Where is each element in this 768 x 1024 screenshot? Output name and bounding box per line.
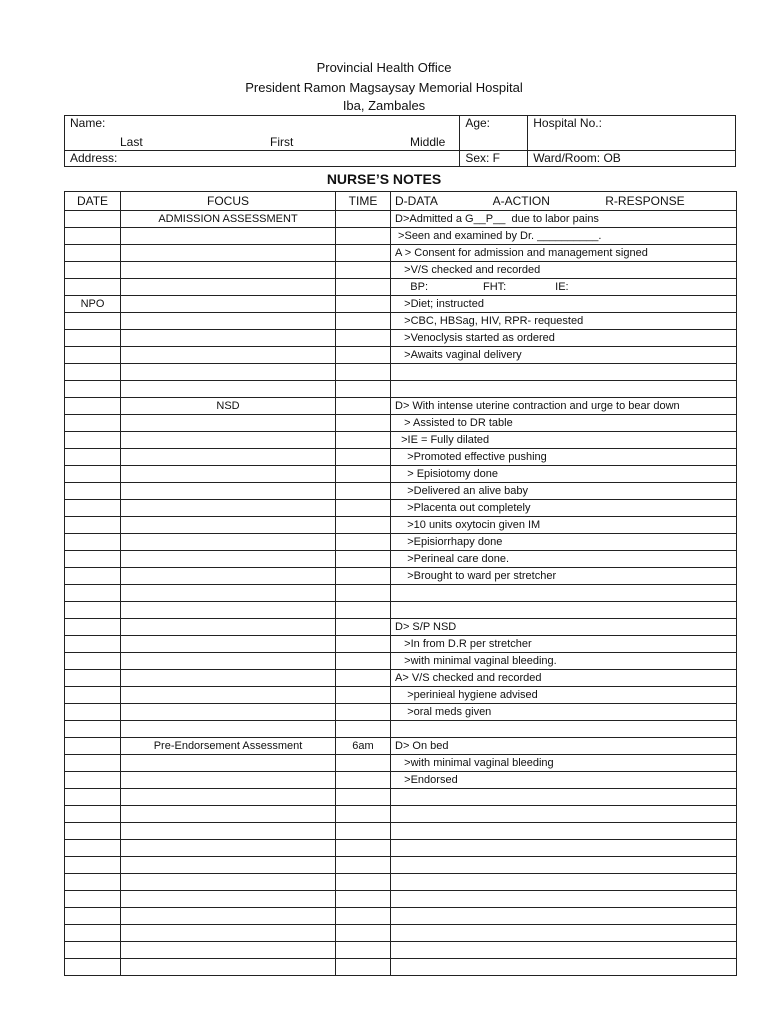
time-cell xyxy=(336,840,391,857)
note-cell: >Endorsed xyxy=(391,772,737,789)
note-cell: > Episiotomy done xyxy=(391,466,737,483)
aaction-header: A-ACTION xyxy=(492,194,550,208)
time-cell xyxy=(336,517,391,534)
table-row xyxy=(65,313,737,330)
note-cell: >10 units oxytocin given IM xyxy=(391,517,737,534)
date-cell xyxy=(65,959,121,976)
ddata-header: D-DATA xyxy=(395,194,438,208)
time-cell xyxy=(336,347,391,364)
date-cell xyxy=(65,415,121,432)
date-cell xyxy=(65,517,121,534)
table-row xyxy=(65,330,737,347)
note-cell: > Assisted to DR table xyxy=(391,415,737,432)
focus-cell xyxy=(121,517,336,534)
table-row xyxy=(65,568,737,585)
age-cell xyxy=(460,116,528,151)
focus-cell xyxy=(121,279,336,296)
date-cell xyxy=(65,585,121,602)
time-cell xyxy=(336,313,391,330)
date-cell xyxy=(65,381,121,398)
focus-cell xyxy=(121,772,336,789)
table-row xyxy=(65,636,737,653)
date-cell xyxy=(65,789,121,806)
office-name: Provincial Health Office xyxy=(316,60,452,75)
ward-label: Ward/Room: OB xyxy=(533,151,621,165)
note-cell: D>Admitted a G__P__ due to labor pains xyxy=(391,211,737,228)
time-cell xyxy=(336,500,391,517)
date-cell xyxy=(65,228,121,245)
focus-cell xyxy=(121,704,336,721)
focus-cell xyxy=(121,891,336,908)
rresponse-header: R-RESPONSE xyxy=(605,194,685,208)
focus-cell xyxy=(121,415,336,432)
date-cell xyxy=(65,925,121,942)
note-cell xyxy=(391,721,737,738)
note-cell xyxy=(391,585,737,602)
focus-cell xyxy=(121,653,336,670)
note-cell: >Venoclysis started as ordered xyxy=(391,330,737,347)
time-cell xyxy=(336,908,391,925)
table-row xyxy=(65,619,737,636)
date-cell xyxy=(65,687,121,704)
middle-label: Middle xyxy=(410,135,446,149)
focus-cell xyxy=(121,602,336,619)
date-cell: NPO xyxy=(65,296,121,313)
date-cell xyxy=(65,330,121,347)
address-label: Address: xyxy=(70,151,118,165)
focus-cell xyxy=(121,483,336,500)
note-cell: >IE = Fully dilated xyxy=(391,432,737,449)
date-cell xyxy=(65,704,121,721)
note-cell xyxy=(391,908,737,925)
ward-cell xyxy=(528,151,736,167)
note-cell xyxy=(391,959,737,976)
table-row xyxy=(65,806,737,823)
table-row xyxy=(65,891,737,908)
time-cell xyxy=(336,755,391,772)
address-cell xyxy=(65,151,460,167)
table-row xyxy=(65,670,737,687)
table-row xyxy=(65,296,737,313)
patient-info-table xyxy=(64,115,736,167)
focus-cell xyxy=(121,840,336,857)
date-cell xyxy=(65,347,121,364)
date-cell xyxy=(65,755,121,772)
note-cell: >Delivered an alive baby xyxy=(391,483,737,500)
note-cell: >Episiorrhapy done xyxy=(391,534,737,551)
time-cell xyxy=(336,449,391,466)
dar-header xyxy=(391,192,737,211)
focus-cell xyxy=(121,823,336,840)
time-cell xyxy=(336,670,391,687)
table-row xyxy=(65,347,737,364)
table-row xyxy=(65,840,737,857)
focus-cell xyxy=(121,959,336,976)
time-cell xyxy=(336,211,391,228)
focus-cell xyxy=(121,449,336,466)
date-cell xyxy=(65,653,121,670)
first-label: First xyxy=(270,135,294,149)
time-cell xyxy=(336,330,391,347)
date-cell xyxy=(65,568,121,585)
focus-cell xyxy=(121,330,336,347)
time-cell xyxy=(336,398,391,415)
date-cell xyxy=(65,449,121,466)
note-cell: >Diet; instructed xyxy=(391,296,737,313)
hospital-no-label: Hospital No.: xyxy=(533,116,602,130)
time-cell xyxy=(336,415,391,432)
date-cell xyxy=(65,500,121,517)
focus-cell xyxy=(121,534,336,551)
focus-cell xyxy=(121,262,336,279)
focus-cell xyxy=(121,585,336,602)
focus-cell xyxy=(121,245,336,262)
table-row xyxy=(65,211,737,228)
table-row xyxy=(65,449,737,466)
time-cell xyxy=(336,687,391,704)
focus-cell xyxy=(121,670,336,687)
date-header: DATE xyxy=(65,192,121,211)
focus-cell xyxy=(121,636,336,653)
date-cell xyxy=(65,738,121,755)
date-cell xyxy=(65,619,121,636)
note-cell xyxy=(391,364,737,381)
note-cell: D> On bed xyxy=(391,738,737,755)
date-cell xyxy=(65,908,121,925)
time-cell xyxy=(336,925,391,942)
time-cell xyxy=(336,636,391,653)
notes-header-row xyxy=(65,192,737,211)
table-row xyxy=(65,602,737,619)
time-cell xyxy=(336,619,391,636)
time-cell xyxy=(336,857,391,874)
time-cell xyxy=(336,381,391,398)
note-cell xyxy=(391,874,737,891)
time-cell xyxy=(336,959,391,976)
note-cell: A> V/S checked and recorded xyxy=(391,670,737,687)
date-cell xyxy=(65,211,121,228)
note-cell xyxy=(391,806,737,823)
table-row xyxy=(65,772,737,789)
focus-cell xyxy=(121,381,336,398)
note-cell: >CBC, HBSag, HIV, RPR- requested xyxy=(391,313,737,330)
focus-cell xyxy=(121,942,336,959)
focus-cell xyxy=(121,347,336,364)
date-cell xyxy=(65,891,121,908)
table-row xyxy=(65,721,737,738)
date-cell xyxy=(65,551,121,568)
time-header: TIME xyxy=(336,192,391,211)
note-cell: >Awaits vaginal delivery xyxy=(391,347,737,364)
time-cell xyxy=(336,772,391,789)
name-label: Name: xyxy=(70,116,106,130)
nurses-notes-table xyxy=(64,191,737,976)
note-cell: >Perineal care done. xyxy=(391,551,737,568)
date-cell xyxy=(65,279,121,296)
time-cell xyxy=(336,585,391,602)
note-cell: BP: FHT: IE: xyxy=(391,279,737,296)
note-cell: D> With intense uterine contraction and urge to bear down xyxy=(391,398,737,415)
note-cell: >Seen and examined by Dr. __________. xyxy=(391,228,737,245)
focus-cell xyxy=(121,296,336,313)
name-cell xyxy=(65,116,460,151)
time-cell xyxy=(336,228,391,245)
time-cell xyxy=(336,551,391,568)
table-row xyxy=(65,687,737,704)
table-row xyxy=(65,262,737,279)
time-cell xyxy=(336,653,391,670)
note-cell: >Brought to ward per stretcher xyxy=(391,568,737,585)
time-cell xyxy=(336,432,391,449)
focus-cell: Pre-Endorsement Assessment xyxy=(121,738,336,755)
focus-cell xyxy=(121,687,336,704)
table-row xyxy=(65,755,737,772)
focus-cell xyxy=(121,857,336,874)
date-cell xyxy=(65,636,121,653)
table-row xyxy=(65,517,737,534)
date-cell xyxy=(65,772,121,789)
date-cell xyxy=(65,364,121,381)
date-cell xyxy=(65,534,121,551)
table-row xyxy=(65,823,737,840)
time-cell xyxy=(336,704,391,721)
date-cell xyxy=(65,942,121,959)
table-row xyxy=(65,942,737,959)
table-row xyxy=(65,245,737,262)
date-cell xyxy=(65,806,121,823)
note-cell xyxy=(391,823,737,840)
table-row xyxy=(65,551,737,568)
note-cell: D> S/P NSD xyxy=(391,619,737,636)
focus-cell xyxy=(121,364,336,381)
note-cell xyxy=(391,789,737,806)
note-cell xyxy=(391,857,737,874)
time-cell xyxy=(336,891,391,908)
time-cell xyxy=(336,806,391,823)
focus-cell xyxy=(121,874,336,891)
note-cell: >Promoted effective pushing xyxy=(391,449,737,466)
note-cell: A > Consent for admission and management signed xyxy=(391,245,737,262)
focus-cell xyxy=(121,789,336,806)
hospital-no-cell xyxy=(528,116,736,151)
table-row xyxy=(65,279,737,296)
table-row xyxy=(65,704,737,721)
time-cell xyxy=(336,823,391,840)
focus-header: FOCUS xyxy=(121,192,336,211)
note-cell xyxy=(391,381,737,398)
date-cell xyxy=(65,313,121,330)
date-cell xyxy=(65,398,121,415)
table-row xyxy=(65,228,737,245)
date-cell xyxy=(65,721,121,738)
notes-body xyxy=(65,211,737,976)
time-cell xyxy=(336,466,391,483)
focus-cell xyxy=(121,228,336,245)
hospital-name: President Ramon Magsaysay Memorial Hospital xyxy=(245,80,523,95)
date-cell xyxy=(65,857,121,874)
focus-cell xyxy=(121,551,336,568)
date-cell xyxy=(65,670,121,687)
date-cell xyxy=(65,432,121,449)
date-cell xyxy=(65,245,121,262)
note-cell xyxy=(391,942,737,959)
note-cell: >V/S checked and recorded xyxy=(391,262,737,279)
table-row xyxy=(65,789,737,806)
time-cell: 6am xyxy=(336,738,391,755)
table-row xyxy=(65,364,737,381)
table-row xyxy=(65,466,737,483)
sex-label: Sex: F xyxy=(465,151,500,165)
focus-cell xyxy=(121,806,336,823)
table-row xyxy=(65,500,737,517)
table-row xyxy=(65,959,737,976)
note-cell: >with minimal vaginal bleeding xyxy=(391,755,737,772)
time-cell xyxy=(336,721,391,738)
table-row xyxy=(65,483,737,500)
table-row xyxy=(65,585,737,602)
age-label: Age: xyxy=(465,116,490,130)
time-cell xyxy=(336,874,391,891)
table-row xyxy=(65,398,737,415)
date-cell xyxy=(65,840,121,857)
focus-cell xyxy=(121,619,336,636)
date-cell xyxy=(65,262,121,279)
time-cell xyxy=(336,789,391,806)
note-cell xyxy=(391,840,737,857)
page-title: NURSE’S NOTES xyxy=(326,171,442,187)
note-cell: >perinieal hygiene advised xyxy=(391,687,737,704)
table-row xyxy=(65,908,737,925)
focus-cell xyxy=(121,432,336,449)
date-cell xyxy=(65,466,121,483)
table-row xyxy=(65,534,737,551)
date-cell xyxy=(65,602,121,619)
time-cell xyxy=(336,262,391,279)
time-cell xyxy=(336,364,391,381)
table-row xyxy=(65,857,737,874)
note-cell xyxy=(391,602,737,619)
focus-cell xyxy=(121,908,336,925)
time-cell xyxy=(336,279,391,296)
date-cell xyxy=(65,823,121,840)
note-cell xyxy=(391,925,737,942)
date-cell xyxy=(65,874,121,891)
time-cell xyxy=(336,245,391,262)
focus-cell xyxy=(121,925,336,942)
note-cell xyxy=(391,891,737,908)
time-cell xyxy=(336,296,391,313)
table-row xyxy=(65,381,737,398)
focus-cell xyxy=(121,568,336,585)
time-cell xyxy=(336,483,391,500)
table-row xyxy=(65,415,737,432)
note-cell: >with minimal vaginal bleeding. xyxy=(391,653,737,670)
table-row xyxy=(65,738,737,755)
focus-cell xyxy=(121,500,336,517)
note-cell: >Placenta out completely xyxy=(391,500,737,517)
focus-cell xyxy=(121,313,336,330)
time-cell xyxy=(336,942,391,959)
note-cell: >In from D.R per stretcher xyxy=(391,636,737,653)
time-cell xyxy=(336,602,391,619)
focus-cell xyxy=(121,466,336,483)
table-row xyxy=(65,925,737,942)
hospital-location: Iba, Zambales xyxy=(342,98,426,113)
table-row xyxy=(65,432,737,449)
time-cell xyxy=(336,534,391,551)
focus-cell xyxy=(121,755,336,772)
focus-cell: ADMISSION ASSESSMENT xyxy=(121,211,336,228)
date-cell xyxy=(65,483,121,500)
note-cell: >oral meds given xyxy=(391,704,737,721)
focus-cell xyxy=(121,721,336,738)
last-label: Last xyxy=(120,135,143,149)
time-cell xyxy=(336,568,391,585)
sex-cell xyxy=(460,151,528,167)
table-row xyxy=(65,653,737,670)
table-row xyxy=(65,874,737,891)
focus-cell: NSD xyxy=(121,398,336,415)
